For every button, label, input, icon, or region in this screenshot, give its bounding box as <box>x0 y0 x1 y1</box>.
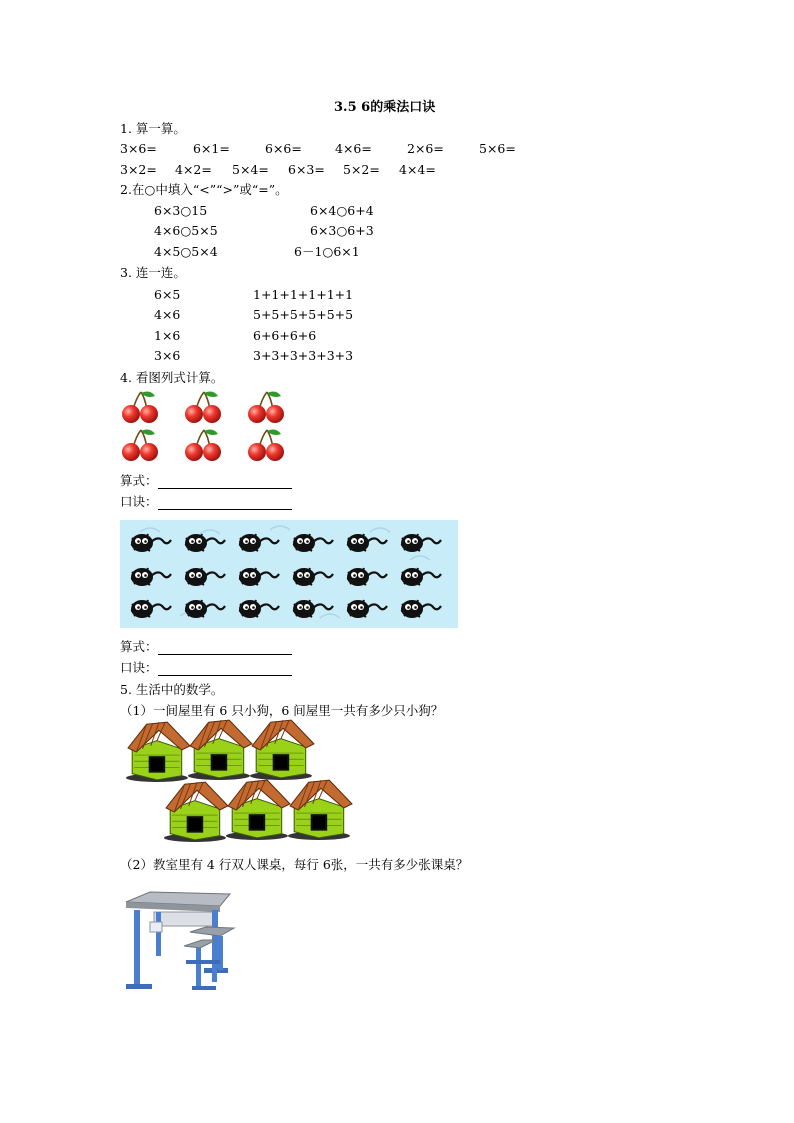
formula-line-2 <box>120 639 292 655</box>
house-icon <box>288 780 352 840</box>
house-icon <box>226 780 290 840</box>
cherry-icon <box>185 430 221 461</box>
q1-item: 3×6= <box>120 141 157 156</box>
house-icon <box>126 722 190 782</box>
q4-heading: 4. 看图列式计算。 <box>120 370 224 385</box>
house-icon <box>188 720 252 780</box>
q2-item: 6×3○15 <box>154 203 208 218</box>
q1-item: 6×3= <box>288 162 325 177</box>
q1-item: 2×6= <box>407 141 444 156</box>
cherry-icon <box>122 392 158 423</box>
q1-item: 6×1= <box>193 141 230 156</box>
cherry-icon <box>185 392 221 423</box>
house-icon <box>164 782 228 842</box>
q3-right-item: 3+3+3+3+3+3 <box>253 348 354 363</box>
cherry-icon <box>248 430 284 461</box>
q2-heading: 2.在○中填入“<”“>”或“=”。 <box>120 182 288 197</box>
q2-item: 4×6○5×5 <box>154 223 218 238</box>
answer-blank[interactable] <box>158 497 292 510</box>
q3-right-item: 5+5+5+5+5+5 <box>253 307 354 322</box>
q2-item: 6×3○6+3 <box>310 223 374 238</box>
q1-item: 4×6= <box>335 141 372 156</box>
cherry-picture <box>120 390 290 466</box>
answer-blank[interactable] <box>158 476 292 489</box>
desk-icon <box>126 892 234 990</box>
rhyme-line-1 <box>120 494 292 510</box>
q2-item: 6－1○6×1 <box>294 244 360 259</box>
formula-label: 算式： <box>120 639 158 654</box>
desk-picture <box>120 890 244 1000</box>
q5-sub-question-1: （1）一间屋里有 6 只小狗，6 间屋里一共有多少只小狗？ <box>120 703 444 718</box>
q3-right-item: 6+6+6+6 <box>253 328 317 343</box>
rhyme-line-2 <box>120 660 292 676</box>
house-icon <box>250 720 314 780</box>
answer-blank[interactable] <box>158 663 292 676</box>
page-title: 3.5 6的乘法口诀 <box>334 100 436 115</box>
q1-item: 5×4= <box>232 162 269 177</box>
houses-picture <box>126 718 362 844</box>
q1-heading: 1. 算一算。 <box>120 121 186 136</box>
q1-item: 3×2= <box>120 162 157 177</box>
q1-item: 5×6= <box>479 141 516 156</box>
q1-item: 5×2= <box>343 162 380 177</box>
rhyme-label: 口诀： <box>120 660 158 675</box>
q3-heading: 3. 连一连。 <box>120 265 186 280</box>
answer-blank[interactable] <box>158 642 292 655</box>
q3-left-item: 6×5 <box>154 287 181 302</box>
q3-left-item: 1×6 <box>154 328 181 343</box>
q1-item: 4×2= <box>175 162 212 177</box>
q1-item: 4×4= <box>399 162 436 177</box>
q1-item: 6×6= <box>265 141 302 156</box>
rhyme-label: 口诀： <box>120 494 158 509</box>
q5-heading: 5. 生活中的数学。 <box>120 682 224 697</box>
q5-sub-question-2: （2）教室里有 4 行双人课桌，每行 6张，一共有多少张课桌？ <box>120 857 469 872</box>
cherry-icon <box>122 430 158 461</box>
q2-item: 4×5○5×4 <box>154 244 218 259</box>
cherry-icon <box>248 392 284 423</box>
formula-line-1 <box>120 473 292 489</box>
q3-left-item: 3×6 <box>154 348 181 363</box>
q3-left-item: 4×6 <box>154 307 181 322</box>
q2-item: 6×4○6+4 <box>310 203 374 218</box>
q3-right-item: 1+1+1+1+1+1 <box>253 287 354 302</box>
tadpole-picture <box>120 520 458 628</box>
formula-label: 算式： <box>120 473 158 488</box>
